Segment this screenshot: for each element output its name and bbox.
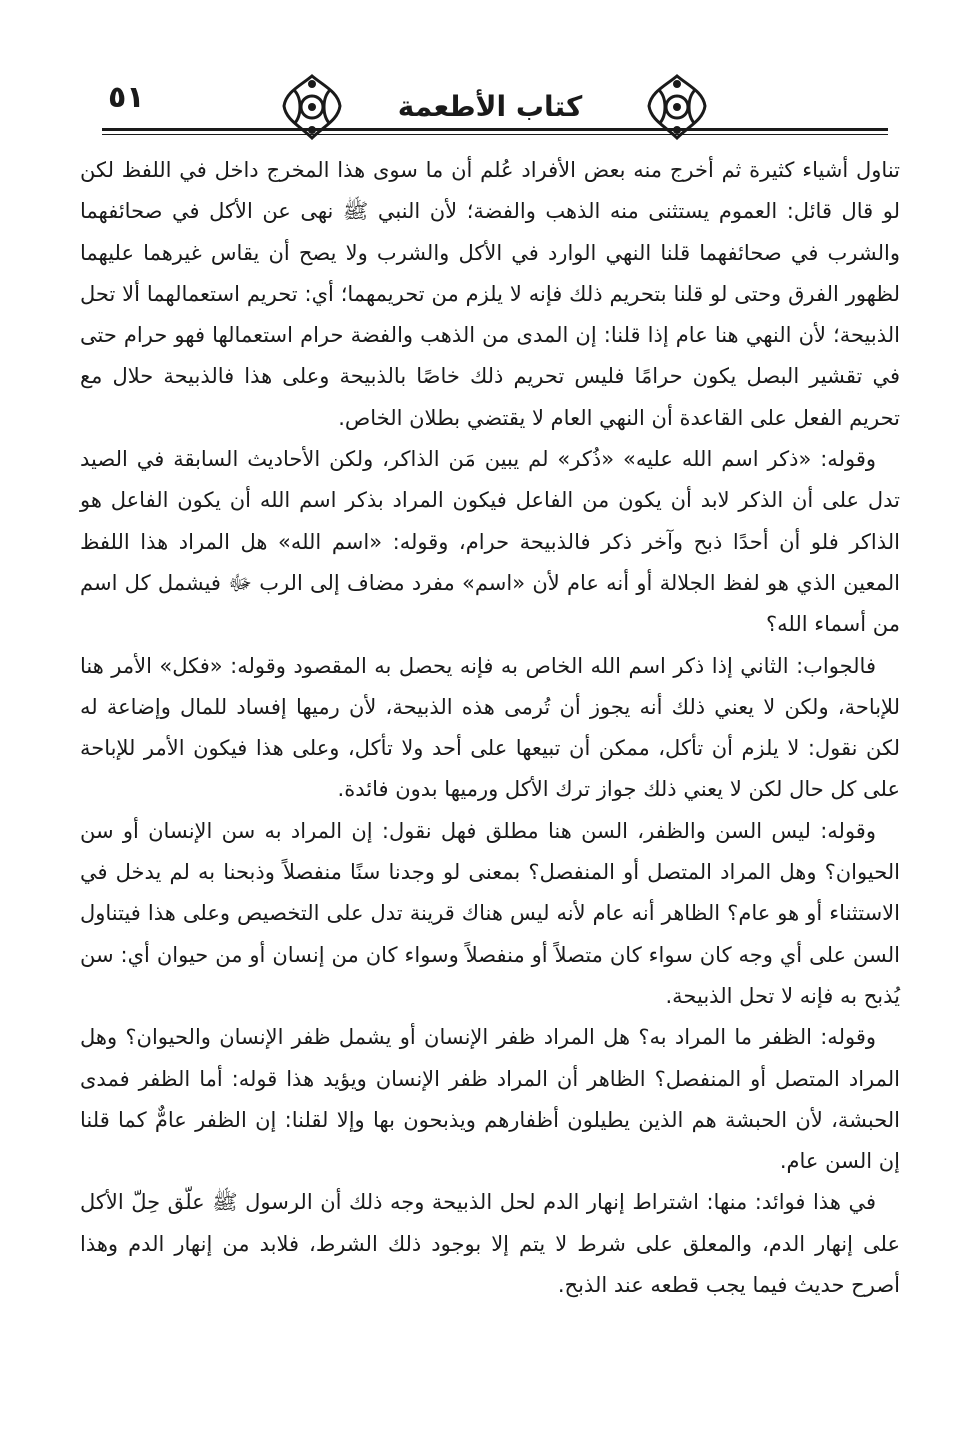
paragraph: وقوله: «ذكر اسم الله عليه» «ذُكر» لم يبين مَن الذاكر، ولكن الأحاديث السابقة في الصيد تدل على أن الذكر لابد أن يكون من الفاعل فيكون المراد بذكر اسم الله أن يكون الفاعل هو الذاكر فلو أن أحدًا ذبح وآخر ذكر فالذبيحة حرام، وقوله: «اسم الله» هل المراد هذا اللفظ المعين الذي هو لفظ الجلالة أو أنه عام لأن «اسم» مفرد مضاف إلى الرب ﷻ فيشمل كل اسم من أسماء الله؟ (80, 447, 900, 637)
page-header (80, 72, 900, 162)
paragraph: وقوله: ليس السن والظفر، السن هنا مطلق فهل نقول: إن المراد به سن الإنسان أو سن الحيوان؟ وهل المراد المتصل أو المنفصل؟ بمعنى لو وجدنا سنًا منفصلاً وذبحنا به لم يدخل في الاستثناء أو هو عام؟ الظاهر أنه عام لأنه ليس هناك قرينة تدل على التخصيص وعلى هذا فيتناول السن على أي وجه كان سواء كان متصلاً أو منفصلاً وسواء كان من إنسان أو من حيوان أي: سن يُذبح به فإنه لا تحل الذبيحة. (80, 818, 900, 1008)
paragraph: في هذا فوائد: منها: اشتراط إنهار الدم لحل الذبيحة وجه ذلك أن الرسول ﷺ علّق حِلّ الأكل على إنهار الدم، والمعلق على شرط لا يتم إلا بوجود ذلك الشرط، فلابد من إنهار الدم وهذا أصرح حديث فيما يجب قطعه عند الذبح. (80, 1190, 900, 1298)
header-divider (102, 128, 888, 131)
page-title: كتاب الأطعمة (397, 90, 583, 123)
body-text (80, 150, 900, 1306)
paragraph: فالجواب: الثاني إذا ذكر اسم الله الخاص به فإنه يحصل به المقصود وقوله: «فكل» الأمر هنا للإباحة، ولكن لا يعني ذلك أنه يجوز أن تُرمى هذه الذبيحة، لأن رميها إفساد للمال وإضاعة له لكن نقول: لا يلزم أن تأكل، ممكن أن تبيعها على أحد ولا تأكل، وعلى هذا فيكون الأمر للإباحة على كل حال لكن لا يعني ذلك جواز ترك الأكل ورميها بدون فائدة. (80, 653, 900, 802)
paragraph: وقوله: الظفر ما المراد به؟ هل المراد ظفر الإنسان أو يشمل ظفر الإنسان والحيوان؟ وهل المراد المتصل أو المنفصل؟ الظاهر أن المراد ظفر الإنسان ويؤيد هذا قوله: أما الظفر فمدى الحبشة، لأن الحبشة هم الذين يطيلون أظفارهم ويذبحون بها وإلا لقلنا: إن الظفر عامٌّ كما قلنا إن السن عام. (80, 1025, 900, 1174)
header-divider-thin (102, 134, 888, 135)
ornament-icon (645, 72, 709, 142)
paragraph: تناول أشياء كثيرة ثم أخرج منه بعض الأفراد عُلم أن ما سوى هذا المخرج داخل في اللفظ لكن لو قال قائل: العموم يستثنى منه الذهب والفضة؛ لأن النبي ﷺ نهى عن الأكل في صحائفهما والشرب في صحائفهما قلنا النهي الوارد في الأكل والشرب ولا يصح أن يقاس غيرهما عليهما لظهور الفرق وحتى لو قلنا بتحريم ذلك فإنه لا يلزم من تحريمهما؛ أي: تحريم استعمالهما ألا تحل الذبيحة؛ لأن النهي هنا عام إذا قلنا: إن المدى من الذهب والفضة حرام استعمالها فهو حرام حتى في تقشير البصل يكون حرامًا فليس تحريم ذلك خاصًا بالذبيحة وعلى هذا فالذبيحة حلال مع تحريم الفعل على القاعدة أن النهي العام لا يقتضي بطلان الخاص. (80, 158, 900, 430)
page-number: ٥١ (108, 80, 145, 115)
